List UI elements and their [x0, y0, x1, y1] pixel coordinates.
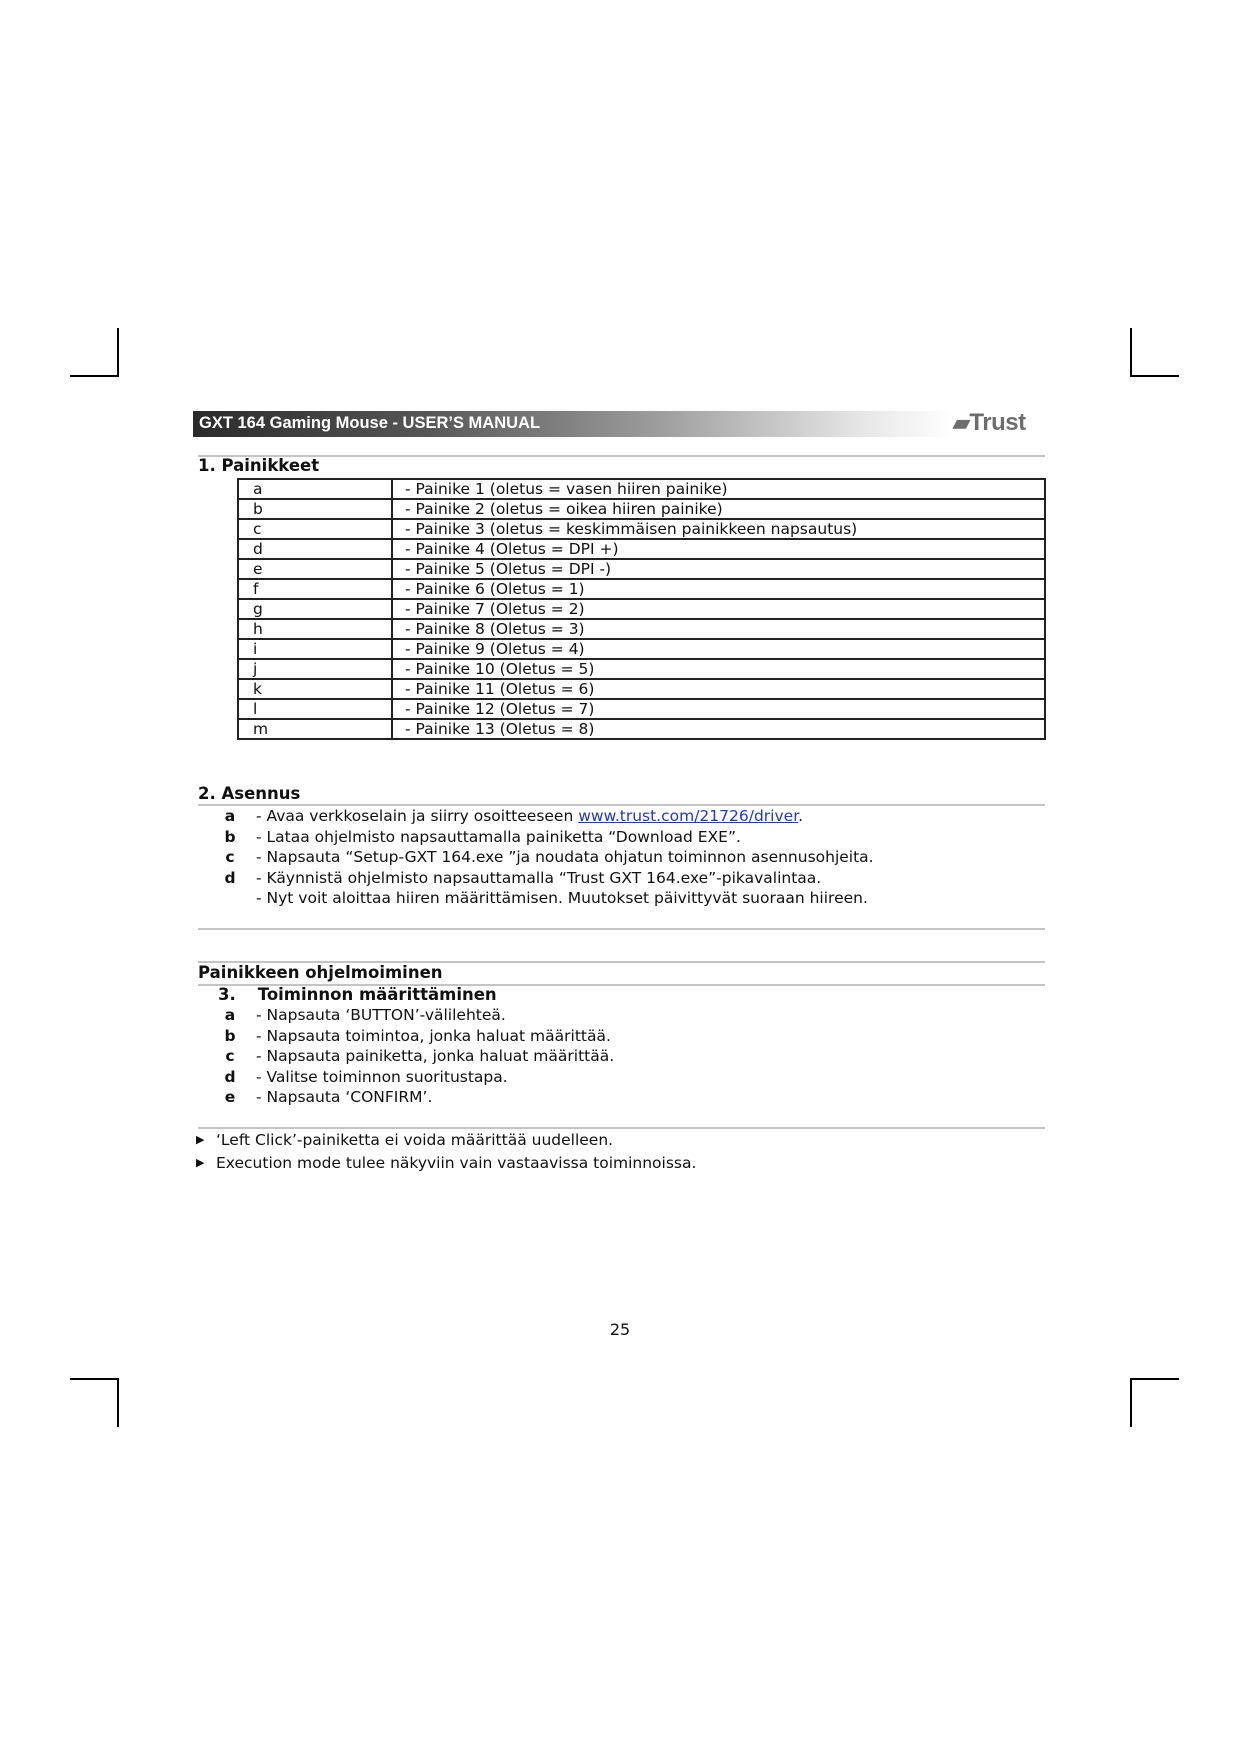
section-heading-button-programming: Painikkeen ohjelmoiminen [198, 963, 443, 982]
step-text [256, 1087, 432, 1107]
table-row [238, 639, 1045, 659]
table-row [238, 539, 1045, 559]
arrow-right-icon: ▶ [196, 1133, 205, 1146]
trust-logo-text: Trust [969, 409, 1026, 436]
note-text: ‘Left Click’-painiketta ei voida määrittää uudelleen. [216, 1131, 614, 1149]
button-key: m [238, 719, 392, 739]
divider [198, 455, 1045, 457]
manual-title: GXT 164 Gaming Mouse - USER’S MANUAL [199, 414, 541, 432]
button-key: j [238, 659, 392, 679]
step-letter: c [225, 848, 235, 866]
step-text-body: - Napsauta painiketta, jonka haluat määrittää. [256, 1047, 615, 1065]
buttons-table [237, 478, 1046, 740]
button-description: - Painike 9 (Oletus = 4) [392, 639, 1045, 659]
button-description: - Painike 8 (Oletus = 3) [392, 619, 1045, 639]
divider [198, 928, 1045, 930]
table-row [238, 559, 1045, 579]
button-description: - Painike 13 (Oletus = 8) [392, 719, 1045, 739]
button-description: - Painike 5 (Oletus = DPI -) [392, 559, 1045, 579]
button-description: - Painike 4 (Oletus = DPI +) [392, 539, 1045, 559]
table-row [238, 599, 1045, 619]
button-key: b [238, 499, 392, 519]
trust-logo [953, 409, 1045, 439]
step-letter: a [224, 1006, 236, 1024]
table-row [238, 619, 1045, 639]
button-key: g [238, 599, 392, 619]
table-row [238, 579, 1045, 599]
step-text-body: - Valitse toiminnon suoritustapa. [256, 1067, 508, 1086]
section-heading-buttons: 1. Painikkeet [198, 456, 320, 475]
step-text-body: - Napsauta “Setup-GXT 164.exe ”ja noudata ohjatun toiminnon asennusohjeita. [256, 848, 874, 866]
button-key: c [238, 519, 392, 539]
subsection-heading [218, 985, 497, 1004]
table-row [238, 659, 1045, 679]
button-description: - Painike 2 (oletus = oikea hiiren painike) [392, 499, 1045, 519]
step-text-body: - Lataa ohjelmisto napsauttamalla painiketta “Download EXE”. [256, 827, 741, 846]
table-row [238, 499, 1045, 519]
step-text [256, 1005, 506, 1025]
step-text-suffix: . [798, 807, 804, 825]
button-key: k [238, 679, 392, 699]
table-row [238, 519, 1045, 539]
button-key: i [238, 639, 392, 659]
subsection-title: Toiminnon määrittäminen [257, 985, 497, 1004]
step-text [256, 868, 821, 888]
step-text-body: - Napsauta ‘BUTTON’-välilehteä. [256, 1006, 506, 1024]
step-text-body: - Napsauta toimintoa, jonka haluat määrittää. [256, 1026, 611, 1045]
step-text [256, 847, 874, 867]
button-key: a [238, 479, 392, 499]
crop-mark-bottom-right [1130, 1378, 1179, 1427]
step-letter: c [225, 1047, 235, 1065]
button-description: - Painike 7 (Oletus = 2) [392, 599, 1045, 619]
step-text-body: - Avaa verkkoselain ja siirry osoitteeseen [256, 807, 579, 825]
table-row [238, 479, 1045, 499]
step-text [256, 1067, 508, 1087]
step-letter: a [224, 807, 236, 825]
step-text [256, 888, 868, 908]
note-text: Execution mode tulee näkyviin vain vastaavissa toiminnoissa. [216, 1154, 697, 1172]
section-heading-installation: 2. Asennus [198, 784, 301, 803]
crop-mark-bottom-left [70, 1378, 119, 1427]
button-description: - Painike 1 (oletus = vasen hiiren painike) [392, 479, 1045, 499]
step-letter: e [224, 1088, 236, 1106]
button-description: - Painike 12 (Oletus = 7) [392, 699, 1045, 719]
step-text-body: - Käynnistä ohjelmisto napsauttamalla “Trust GXT 164.exe”-pikavalintaa. [256, 868, 822, 887]
button-key: h [238, 619, 392, 639]
step-text [256, 806, 803, 826]
step-letter: d [224, 1067, 236, 1086]
step-text [256, 827, 741, 847]
button-description: - Painike 11 (Oletus = 6) [392, 679, 1045, 699]
table-row [238, 719, 1045, 739]
table-row [238, 699, 1045, 719]
crop-mark-top-left [70, 328, 119, 377]
table-row [238, 679, 1045, 699]
arrow-right-icon: ▶ [196, 1156, 205, 1169]
button-key: d [238, 539, 392, 559]
step-text-body: - Nyt voit aloittaa hiiren määrittämisen. Muutokset päivittyvät suoraan hiireen. [256, 889, 868, 907]
step-text [256, 1046, 614, 1066]
driver-download-link[interactable]: www.trust.com/21726/driver [578, 807, 799, 825]
step-letter: d [224, 868, 236, 887]
manual-header-bar [193, 411, 953, 437]
page-number: 25 [609, 1320, 631, 1339]
button-key: l [238, 699, 392, 719]
step-letter: b [224, 827, 236, 846]
button-description: - Painike 10 (Oletus = 5) [392, 659, 1045, 679]
button-key: e [238, 559, 392, 579]
step-text-body: - Napsauta ‘CONFIRM’. [256, 1088, 433, 1106]
trust-logo-mark-icon: ▰ [953, 410, 970, 435]
subsection-number: 3. [218, 985, 236, 1004]
button-description: - Painike 3 (oletus = keskimmäisen painikkeen napsautus) [392, 519, 1045, 539]
step-letter: b [224, 1026, 236, 1045]
crop-mark-top-right [1130, 328, 1179, 377]
button-description: - Painike 6 (Oletus = 1) [392, 579, 1045, 599]
button-key: f [238, 579, 392, 599]
step-text [256, 1026, 611, 1046]
